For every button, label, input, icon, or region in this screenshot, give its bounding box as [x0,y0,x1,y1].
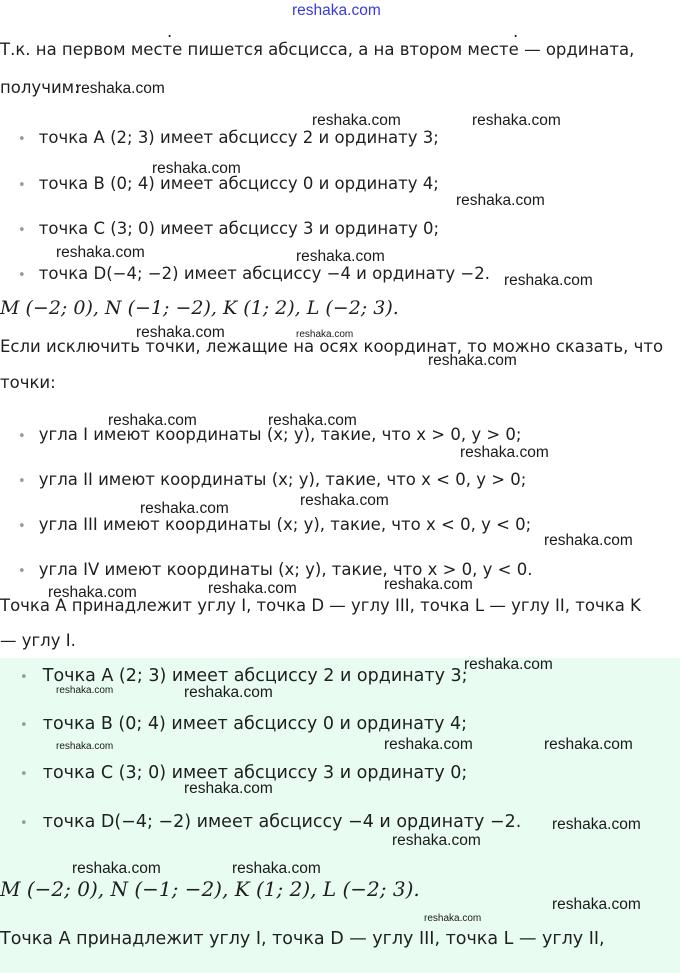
bullet: • [20,670,28,685]
list-item [20,714,467,734]
watermark: reshaka.com [428,352,517,369]
watermark: reshaka.com [136,324,225,341]
bullet: • [18,519,26,534]
bullet: • [20,767,28,782]
watermark: reshaka.com [296,329,354,340]
watermark: reshaka.com [312,112,401,129]
watermark: reshaka.com [56,244,145,261]
watermark: reshaka.com [504,272,593,289]
watermark: reshaka.com [296,248,385,265]
list-item-text: точка D(−4; −2) имеет абсциссу −4 и ординату −2. [42,812,522,832]
watermark: reshaka.com [184,684,273,701]
list-item [18,219,439,238]
list-item-text: угла IV имеют координаты (x; y), такие, что x > 0, y < 0. [38,560,533,579]
coordinates-line: M (−2; 0), N (−1; −2), K (1; 2), L (−2; 3). [0,297,399,319]
watermark: reshaka.com [292,2,381,19]
watermark: reshaka.com [72,860,161,877]
watermark: reshaka.com [56,685,114,696]
list-item [18,470,526,489]
list-item-text: угла II имеют координаты (x; y), такие, что x < 0, y > 0; [38,470,527,489]
bullet: • [18,564,26,579]
list-item-text: угла III имеют координаты (x; y), такие, что x < 0, y < 0; [38,515,532,534]
watermark: reshaka.com [384,576,473,593]
watermark: reshaka.com [424,913,482,924]
watermark: reshaka.com [108,412,197,429]
watermark: reshaka.com [544,532,633,549]
list-item [18,264,490,283]
watermark: reshaka.com [384,736,473,753]
watermark: reshaka.com [544,736,633,753]
watermark: reshaka.com [552,816,641,833]
watermark: reshaka.com [76,80,165,97]
watermark: reshaka.com [48,584,137,601]
list-item-text: точка C (3; 0) имеет абсциссу 3 и ординату 0; [42,763,468,783]
list-item [20,666,468,686]
watermark: reshaka.com [140,500,229,517]
list-item-text: Точка A (2; 3) имеет абсциссу 2 и ординату 3; [42,666,468,686]
list-item-text: точка B (0; 4) имеет абсциссу 0 и ординату 4; [38,174,439,193]
watermark: reshaka.com [300,492,389,509]
bullet: • [18,268,26,283]
watermark: reshaka.com [472,112,561,129]
bullet: • [18,178,26,193]
paragraph-line: Если исключить точки, лежащие на осях координат, то можно сказать, что [0,337,664,356]
bullet: • [18,474,26,489]
bullet: • [18,223,26,238]
list-item [20,812,521,832]
watermark: reshaka.com [552,896,641,913]
text-fragment: . [167,22,173,41]
list-item [18,128,439,147]
watermark: reshaka.com [456,192,545,209]
list-item-text: точка B (0; 4) имеет абсциссу 0 и ординату 4; [42,714,468,734]
watermark: reshaka.com [268,412,357,429]
list-item-text: точка D(−4; −2) имеет абсциссу −4 и ординату −2. [38,264,490,283]
bullet: • [20,718,28,733]
paragraph-line: Точка A принадлежит углу I, точка D — углу III, точка L — углу II, точка K [0,596,641,615]
list-item-text: угла I имеют координаты (x; y), такие, что x > 0, y > 0; [38,425,522,444]
watermark: reshaka.com [152,160,241,177]
text-fragment: . [513,22,519,41]
watermark: reshaka.com [392,832,481,849]
coordinates-line: M (−2; 0), N (−1; −2), K (1; 2), L (−2; 3). [0,877,420,901]
intro-line: Т.к. на первом месте пишется абсцисса, а на втором месте — ордината, [0,40,635,59]
list-item-text: точка C (3; 0) имеет абсциссу 3 и ординату 0; [38,219,440,238]
paragraph-line: точки: [0,373,56,392]
list-item [18,515,531,534]
watermark: reshaka.com [232,860,321,877]
watermark: reshaka.com [184,780,273,797]
intro-line-2: получим: [0,78,80,97]
paragraph-line: Точка A принадлежит углу I, точка D — углу III, точка L — углу II, [0,929,605,949]
paragraph-line: — углу I. [0,631,76,650]
watermark: reshaka.com [56,741,114,752]
watermark: reshaka.com [208,580,297,597]
bullet: • [18,132,26,147]
watermark: reshaka.com [460,444,549,461]
watermark: reshaka.com [464,656,553,673]
list-item-text: точка A (2; 3) имеет абсциссу 2 и ординату 3; [38,128,439,147]
bullet: • [18,429,26,444]
bullet: • [20,816,28,831]
